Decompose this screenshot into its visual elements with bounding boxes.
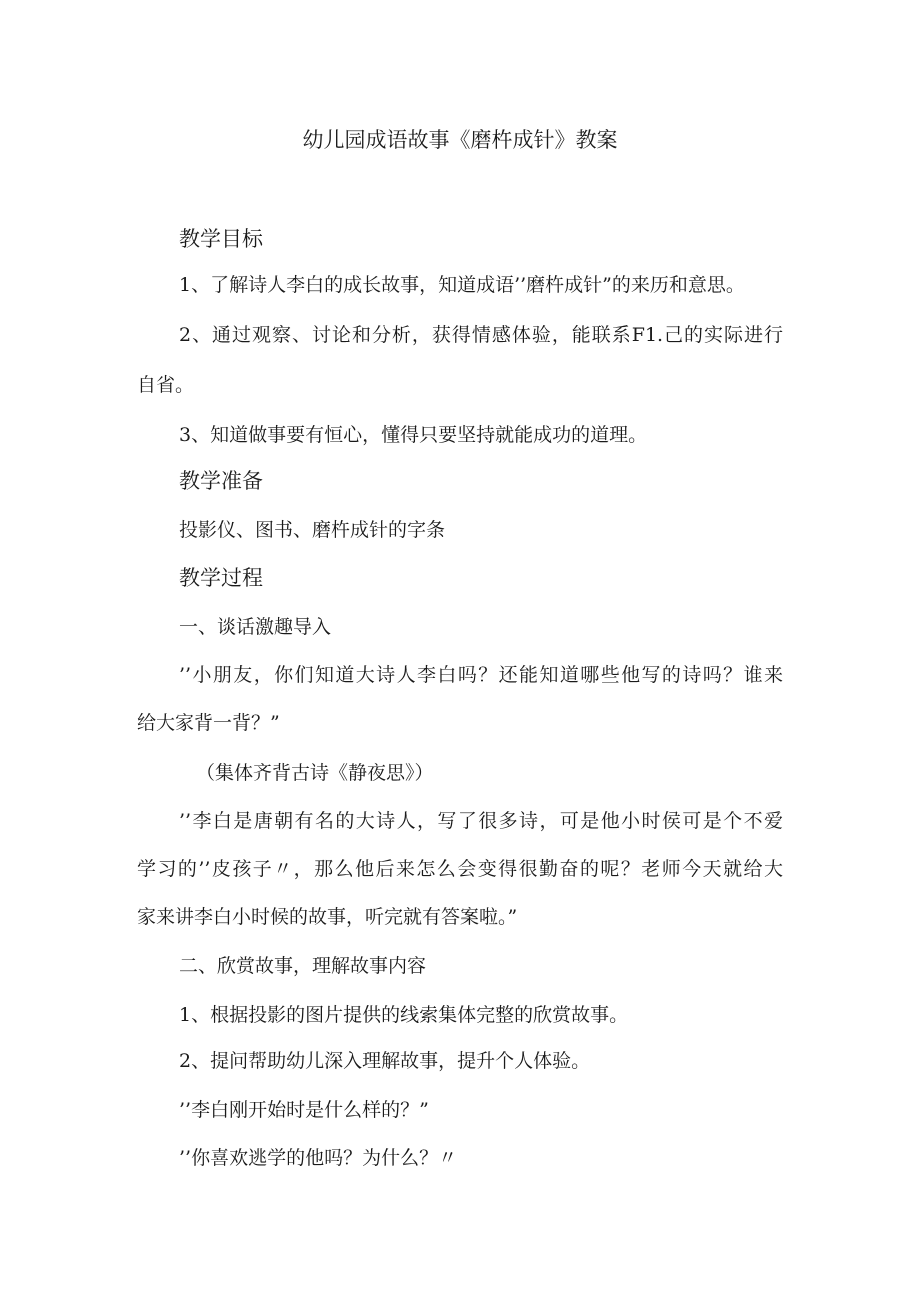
step-2-question-2: ’’你喜欢逃学的他吗？为什么？〃 — [179, 1147, 458, 1169]
step-1-title: 一、谈话激趣导入 — [179, 616, 332, 638]
document-title: 幼儿园成语故事《磨杵成针》教案 — [302, 128, 618, 152]
step-1-paragraph-line-2: 学习的’’皮孩子〃，那么他后来怎么会变得很勤奋的呢？老师今天就给大 — [137, 858, 783, 880]
step-1-paragraph-line-3: 家来讲李白小时候的故事，听完就有答案啦。” — [137, 906, 518, 928]
step-2-item-1: 1、根据投影的图片提供的线索集体完整的欣赏故事。 — [179, 1004, 629, 1026]
step-2-question-1: ’’李白刚开始时是什么样的？” — [179, 1099, 429, 1121]
step-1-question-line-2: 给大家背一背？” — [137, 712, 280, 734]
process-heading: 教学过程 — [179, 566, 263, 590]
goal-2-line-2: 自省。 — [137, 374, 195, 396]
goal-2-line-1: 2、通过观察、讨论和分析，获得情感体验，能联系F1.己的实际进行 — [179, 324, 783, 346]
step-1-paragraph-line-1: ’’李白是唐朝有名的大诗人，写了很多诗，可是他小时侯可是个不爱 — [179, 810, 783, 832]
goal-1: 1、了解诗人李白的成长故事，知道成语’’磨杵成针”的来历和意思。 — [179, 274, 745, 296]
goals-heading: 教学目标 — [179, 227, 263, 251]
prep-text: 投影仪、图书、磨杵成针的字条 — [179, 519, 446, 541]
step-2-title: 二、欣赏故事，理解故事内容 — [179, 955, 427, 977]
step-2-item-2: 2、提问帮助幼儿深入理解故事，提升个人体验。 — [179, 1050, 591, 1072]
step-1-note: （集体齐背古诗《静夜思》） — [196, 762, 434, 784]
step-1-question-line-1: ’’小朋友，你们知道大诗人李白吗？还能知道哪些他写的诗吗？谁来 — [179, 664, 783, 686]
prep-heading: 教学准备 — [179, 469, 263, 493]
goal-3: 3、知道做事要有恒心，懂得只要坚持就能成功的道理。 — [179, 424, 648, 446]
